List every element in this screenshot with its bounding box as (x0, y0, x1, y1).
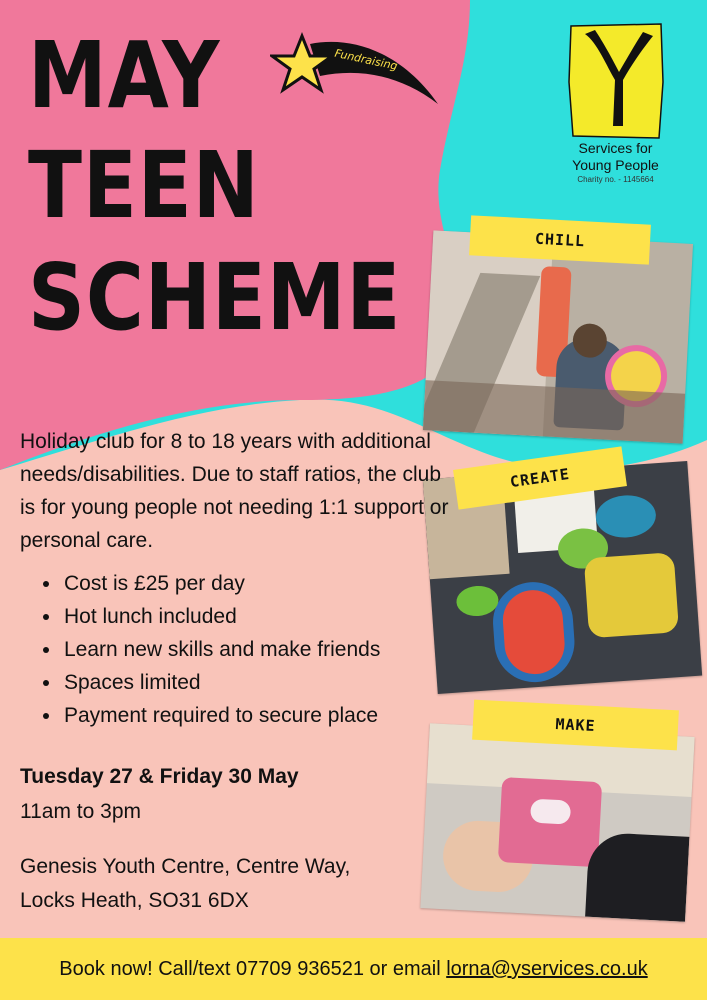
fundraising-badge (270, 30, 440, 110)
photo-make (420, 723, 694, 922)
charity-number: Charity no. - 1145664 (577, 175, 654, 184)
email-link[interactable]: lorna@yservices.co.uk (446, 958, 648, 980)
booking-info: Book now! Call/text 07709 936521 or email lorna@yservices.co.uk (59, 958, 648, 980)
list-item: • Payment required to secure place (62, 699, 380, 732)
badge-label: Fundraising (333, 46, 399, 73)
event-times: 11am to 3pm (20, 800, 142, 823)
photo-chill (423, 230, 693, 443)
logo (567, 22, 665, 140)
event-dates: Tuesday 27 & Friday 30 May (20, 765, 299, 788)
feature-list (40, 567, 380, 732)
title-line-3: SCHEME (28, 244, 402, 351)
list-item: • Learn new skills and make friends (62, 633, 380, 666)
create-label: CREATE (453, 446, 627, 509)
make-label: MAKE (472, 700, 679, 751)
intro-text: Holiday club for 8 to 18 years with additional needs/disabilities. Due to staff ratios, the club is for young people not needing 1:1 support or personal care. (20, 430, 449, 552)
list-item: • Hot lunch included (62, 600, 380, 633)
venue-address: Genesis Youth Centre, Centre Way, Locks Heath, SO31 6DX (20, 855, 351, 912)
shooting-star-trail (310, 42, 438, 104)
list-item: • Cost is £25 per day (62, 567, 380, 600)
list-item: • Spaces limited (62, 666, 380, 699)
logo-name: Services for Young People (572, 140, 659, 173)
title-line-2: TEEN (28, 132, 260, 239)
chill-label: CHILL (469, 215, 651, 264)
title-line-1: MAY (28, 22, 221, 129)
